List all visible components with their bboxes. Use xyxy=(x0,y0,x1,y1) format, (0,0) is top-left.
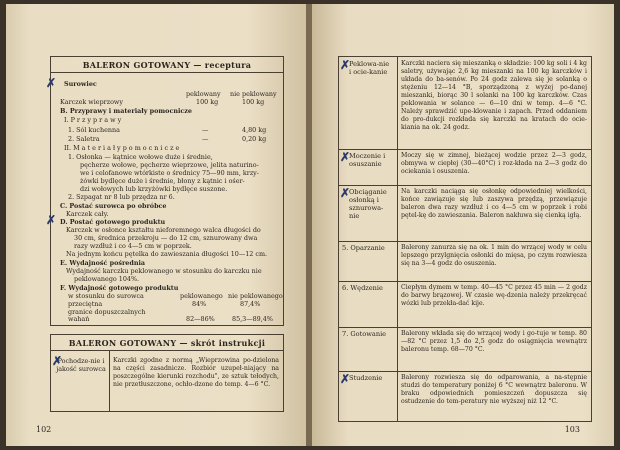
check-mark-icon-6: ✗ xyxy=(340,186,351,200)
table-row xyxy=(339,185,591,242)
instruction-title: BALERON GOTOWANY — skrót instrukcji xyxy=(51,335,283,351)
f-heading: F. Wydajność gotowego produktu xyxy=(60,284,179,292)
row-text: Ciepłym dymem w temp. 40—45 °C przez 45 min — 2 godz do barwy brązowej. W czasie wę-dzenia należy przekręcać wózki lub przekła-dać kije. xyxy=(401,284,587,307)
b-heading: B. Przyprawy i materiały pomocnicze xyxy=(60,107,192,115)
i-heading: I. P r z y p r a w y xyxy=(64,116,122,124)
c-heading: C. Postać surowca po obróbce xyxy=(60,202,167,210)
instruction-table xyxy=(338,56,592,422)
f-val-2: 87,4% xyxy=(240,300,261,308)
karczek-val-1: 100 kg xyxy=(196,98,219,106)
f-line-3: granice dopuszczalnych xyxy=(68,308,146,316)
row-text: Balerony zanurza się na ok. 1 min do wrzącej wody w celu lepszego przylgnięcia osłonki do mięsa, po czym rozwiesza się na 3—4 godz do osuszenia. xyxy=(401,244,587,267)
e-line-1: Wydajność karczku peklowanego w stosunku do karczku nie xyxy=(66,267,262,275)
col-head-peklowany: peklowany xyxy=(186,90,221,98)
check-mark-icon-4: ✗ xyxy=(340,58,351,72)
instruction-divider xyxy=(109,351,110,411)
left-page xyxy=(6,4,308,446)
e-heading: E. Wydajność pośrednia xyxy=(60,259,146,267)
surowiec-label: Surowiec xyxy=(64,80,97,88)
f-line-4: wahań xyxy=(68,315,90,323)
recipe-title: BALERON GOTOWANY — receptura xyxy=(51,57,283,73)
f-range-2: 85,3—89,4% xyxy=(232,315,273,323)
row-text: Moczy się w zimnej, bieżącej wodzie przez 2—3 godz, obmywa w ciepłej (30—40°C) i roz-kłada na 2—3 godz do ociekania i osuszenia. xyxy=(401,152,587,175)
row-label: 6. Wędzenie xyxy=(342,284,383,292)
i2-val-2: 0,20 kg xyxy=(242,135,267,143)
instruction-box xyxy=(50,334,284,412)
f-range-1: 82—86% xyxy=(186,315,215,323)
table-row xyxy=(339,57,591,150)
row-label: Peklowa-nie i ocie-kanie xyxy=(349,60,390,76)
check-mark-icon-7: ✗ xyxy=(340,372,351,386)
row-label: Obciąganie osłonką i sznurowa-nie xyxy=(349,188,387,220)
table-row xyxy=(339,149,591,186)
check-mark-icon-5: ✗ xyxy=(340,150,351,164)
row-label: 7. Gotowanie xyxy=(342,330,387,338)
ii-line-5: dzi wołowych lub krzyżówki bydlęce suszone. xyxy=(80,185,228,193)
ii-line-6: 2. Szpagat nr 8 lub przędza nr 6. xyxy=(68,193,175,201)
row-text: Balerony rozwiesza się do odparowania, a na-stępnie studzi do temperatury poniżej 6 °C wewnątrz baleronu. W braku odpowiednich pomieszczeń dopuszcza się ostudzenie do tem-peratury nie wyższej niż 12 °C. xyxy=(401,374,587,405)
d-heading: D. Postać gotowego produktu xyxy=(60,218,166,226)
row-text: Balerony wkłada się do wrzącej wody i go-tuje w temp. 80—82 °C przez 1,5 do 2,5 godz do osiągnięcia wewnątrz baleronu temp. 68—70 °C. xyxy=(401,330,587,353)
instruction-row-label: Pochodze-nie i jakość surowca xyxy=(56,357,106,373)
table-row xyxy=(339,281,591,328)
table-row xyxy=(339,371,591,421)
d-line-1: Karczek w osłonce kształtu nieforemnego walca długości do xyxy=(66,226,261,234)
row-label: 5. Oparzanie xyxy=(342,244,385,252)
row-text: Karczki naciera się mieszanką o składzie: 100 kg soli i 4 kg saletry, używając 2,6 kg mieszanki na 100 kg karczków i układa do ba-senów. Po 24 godz zalewa się je solanką o stężeniu 12—14 °B, sporządzoną z wyżej po-danej mieszanki, biorąc 30 l solanki na 100 kg karczków. Czas peklowania w solance — 6—10 dni w temp. 4—6 °C. Należy sprawdzić upe-klowanie i zapach. Przed oddaniem do pro-dukcji rozkłada się karczki na kratach do ocie-kiania na ok. 24 godz. xyxy=(401,60,587,131)
col-head-nie-peklowany: nie peklowany xyxy=(230,90,277,98)
table-row xyxy=(339,327,591,372)
i2-val-1: — xyxy=(202,135,209,143)
d-line-2: 30 cm, średnica przekroju — do 12 cm, sznurowany dwa xyxy=(74,234,258,242)
i1-val-2: 4,80 kg xyxy=(242,126,267,134)
check-mark-icon: ✗ xyxy=(46,76,57,90)
check-mark-icon-2: ✗ xyxy=(46,213,57,227)
d-line-3: razy wzdłuż i co 4—5 cm w poprzek. xyxy=(74,242,192,250)
f-line-1: w stosunku do surowca xyxy=(68,292,144,300)
c-line: Karczek cały. xyxy=(66,210,109,218)
row-label: Studzenie xyxy=(349,374,383,382)
check-mark-icon-3: ✗ xyxy=(52,354,63,368)
ii-line-2: pęcherze wołowe, pęcherze wieprzowe, jelita naturino- xyxy=(80,161,259,169)
row-label: Moczenie i osuszanie xyxy=(349,152,386,168)
instruction-row-text: Karczki zgodne z normą „Wieprzowina po-dzielona na części zasadnicze. Rozbiór uzupeł-niający na poszczególne kierunki rozchodu", ze sztuk tełodych, nie przetłuszczone, ochło-dzone do temp. 4—6 °C. xyxy=(113,357,279,388)
i1-label: 1. Sól kuchenna xyxy=(68,126,120,134)
book-spread xyxy=(6,4,614,446)
row-text: Na karczki naciąga się osłonkę odpowiedniej wielkości, końce zawiązuje się lub zaszywa przędzą, przewiązuje baleron dwa razy wzdłuż i co 4—5 cm w poprzek i robi pętel-kę do zawieszania. Baleron nakłuwa się cienką igłą. xyxy=(401,188,587,219)
f-val-1: 84% xyxy=(192,300,207,308)
d-line-4: Na jednym końcu pętelka do zawieszania długości 10—12 cm. xyxy=(66,250,268,258)
ii-line-3: we i celofanowe wtórkiste o średnicy 75—90 mm, krzy- xyxy=(80,169,259,177)
karczek-label: Karczek wieprzowy xyxy=(60,98,124,106)
page-number-right: 103 xyxy=(564,425,580,434)
karczek-val-2: 100 kg xyxy=(242,98,265,106)
f-col-head-2: nie peklowanego xyxy=(228,292,283,300)
page-number-left: 102 xyxy=(36,425,52,434)
ii-heading: II. M a t e r i a ł y p o m o c n i c z e xyxy=(64,144,180,152)
e-line-2: peklowanego 104%. xyxy=(74,275,140,283)
right-page xyxy=(312,4,614,446)
ii-line-1: 1. Osłonka — kątnice wołowe duże i średnie, xyxy=(68,153,213,161)
table-row xyxy=(339,241,591,282)
ii-line-4: żówki bydlęce duże i średnie, błony z kątnic i ośer- xyxy=(80,177,245,185)
f-line-2: przeciętna xyxy=(68,300,103,308)
f-col-head-1: peklowanego xyxy=(180,292,223,300)
i2-label: 2. Saletra xyxy=(68,135,100,143)
i1-val-1: — xyxy=(202,126,209,134)
